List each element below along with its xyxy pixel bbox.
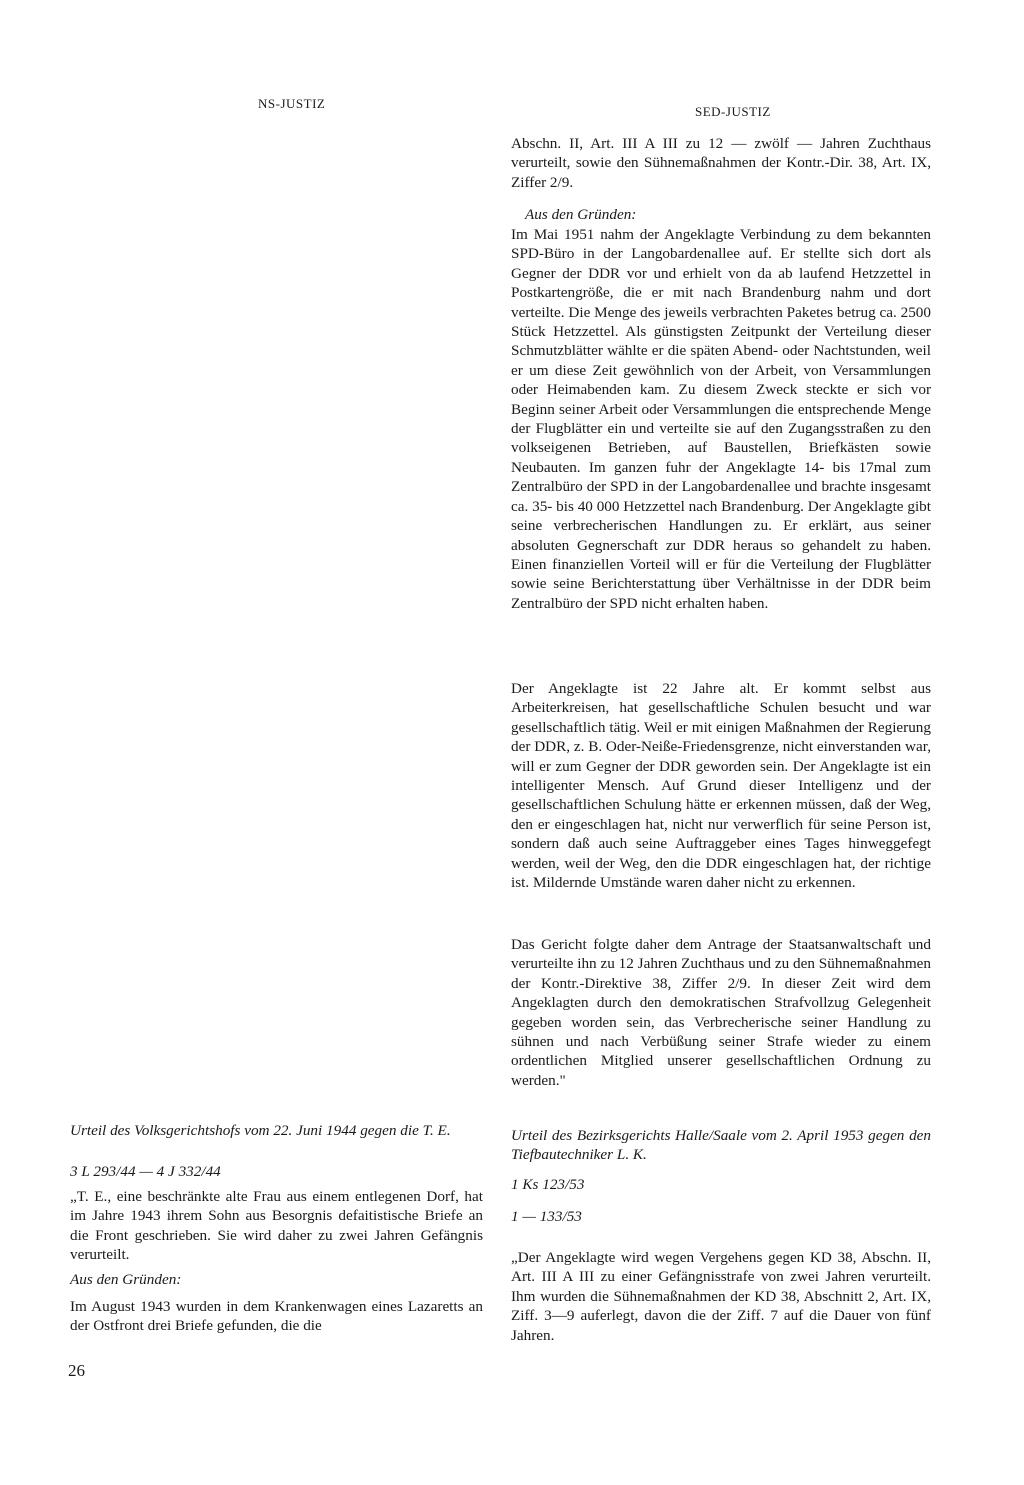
header-sed-justiz: SED-JUSTIZ [695,104,771,119]
right-paragraph-1: Im Mai 1951 nahm der Angeklagte Verbindung zu dem bekannten SPD-Büro in der Langobardenallee auf. Er stellte sich dort als Gegner der DDR vor und erhielt von da ab laufend Hetzzettel in Postkartengröße, die er mit nach Brandenburg nahm und dort verteilte. Die Menge des jeweils verbrachten Paketes betrug ca. 2500 Stück Hetzzettel. Als günstigsten Zeitpunkt der Verteilung dieser Schmutzblätter wählte er die späten Abend- oder Nachtstunden, weil er um diese Zeit gewöhnlich von der Arbeit, von Versammlungen oder Heimabenden kam. Zu diesem Zweck steckte er sich vor Beginn seiner Arbeit oder Versammlungen die entsprechende Menge der Flugblätter ein und verteilte sie auf den Zugangsstraßen zu den volkseigenen Betrieben, auf Baustellen, Briefkästen sowie Neubauten. Im ganzen fuhr der Angeklagte 14- bis 17mal zum Zentralbüro der SPD in der Langobardenallee und brachte insgesamt ca. 35- bis 40 000 Hetzzettel nach Brandenburg. Der Angeklagte gibt seine verbrecherischen Handlungen zu. Er erklärt, aus seiner absoluten Gegnerschaft zur DDR heraus so gehandelt zu haben. Einen finanziellen Vorteil will er für die Verteilung der Flugblätter sowie seine Berichterstattung über Verhältnisse in der DDR beim Zentralbüro der SPD nicht erhalten haben. [511,226,931,612]
right-case-verdict: „Der Angeklagte wird wegen Vergehens gegen KD 38, Abschn. II, Art. III A III zu einer Gefängnisstrafe von zwei Jahren verurteilt. Ihm wurden die Sühnemaßnahmen der KD 38, Abschnitt 2, Art. IX, Ziff. 3—9 auferlegt, davon die der Ziff. 7 auf die Dauer von fünf Jahren. [511,1249,931,1344]
right-paragraph-2: Der Angeklagte ist 22 Jahre alt. Er kommt selbst aus Arbeiterkreisen, hat gesellschaftliche Schulen besucht und war gesellschaftlich tätig. Weil er mit einigen Maßnahmen der Regierung der DDR, z. B. Oder-Neiße-Friedensgrenze, nicht einverstanden war, will er zum Gegner der DDR geworden sein. Der Angeklagte ist ein intelligenter Mensch. Auf Grund dieser Intelligenz und der gesellschaftlichen Schulung hätte er erkennen müssen, daß der Weg, den er eingeschlagen hat, nicht nur verwerflich für seine Person ist, sondern daß auch seine Auftraggeber eines Tages hinweggefegt werden, weil der Weg, den die DDR eingeschlagen hat, der richtige ist. Mildernde Umstände waren daher nicht zu erkennen. [511,680,931,892]
left-case-reasons-heading: Aus den Gründen: [70,1271,182,1288]
right-paragraph-3: Das Gericht folgte daher dem Antrage der Staatsanwaltschaft und verurteilte ihn zu 12 Jahren Zuchthaus und zu den Sühnemaßnahmen der Kontr.-Direktive 38, Ziffer 2/9. In dieser Zeit wird dem Angeklagten durch den demokratischen Strafvollzug Gelegenheit gegeben worden sein, das Verbrecherische seiner Handlung zu sühnen und nach Verbüßung seiner Strafe wieder zu einem ordentlichen Mitglied unserer gesellschaftlichen Ordnung zu werden." [511,936,931,1089]
left-case-title: Urteil des Volksgerichtshofs vom 22. Juni 1944 gegen die T. E. [70,1122,451,1139]
right-reasons-heading: Aus den Gründen: [525,206,637,223]
left-case-reasons-text: Im August 1943 wurden in dem Krankenwagen eines Lazaretts an der Ostfront drei Briefe gefunden, die die [70,1298,483,1335]
right-case-title: Urteil des Bezirksgerichts Halle/Saale vom 2. April 1953 gegen den Tiefbautechniker L. K. [511,1127,931,1164]
left-case-verdict: „T. E., eine beschränkte alte Frau aus einem entlegenen Dorf, hat im Jahre 1943 ihrem Sohn aus Besorgnis defaitistische Briefe an die Front geschrieben. Sie wird daher zu zwei Jahren Gefängnis verurteilt. [70,1188,483,1264]
page-number: 26 [68,1361,85,1380]
header-ns-justiz: NS-JUSTIZ [258,96,326,111]
left-case-file-no: 3 L 293/44 — 4 J 332/44 [70,1163,221,1180]
right-case-file-no-1: 1 Ks 123/53 [511,1176,585,1193]
right-continuation-text: Abschn. II, Art. III A III zu 12 — zwölf — Jahren Zuchthaus verurteilt, sowie den Sühnemaßnahmen der Kontr.-Dir. 38, Art. IX, Ziffer 2/9. [511,135,931,191]
right-case-file-no-2: 1 — 133/53 [511,1208,582,1225]
